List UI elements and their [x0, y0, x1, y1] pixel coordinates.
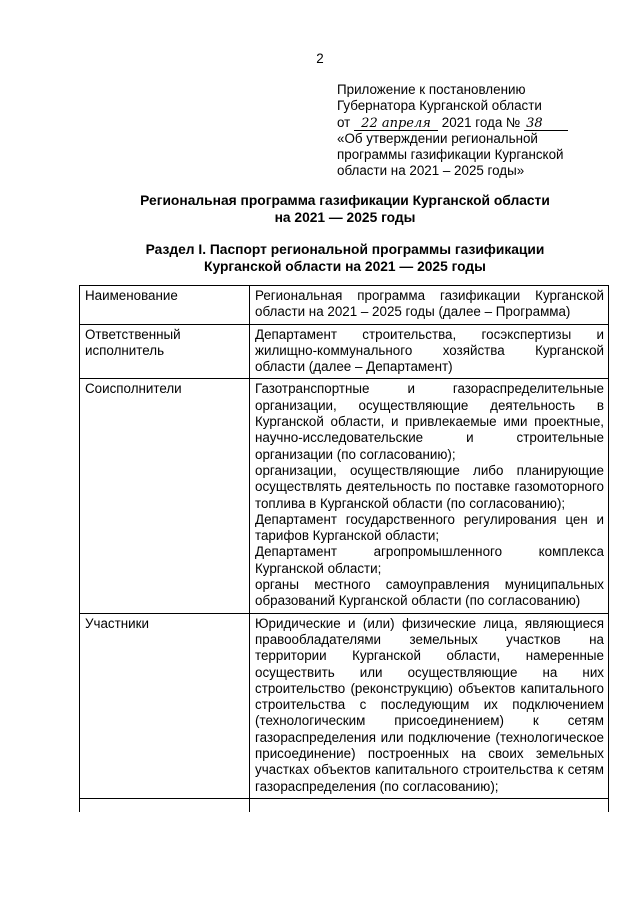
row-value	[250, 379, 609, 613]
continuation-cell	[250, 798, 609, 812]
row-paragraph: Региональная программа газификации Курганской области на 2021 – 2025 годы (далее – Программа)	[255, 288, 604, 320]
annex-from-prefix: от	[337, 114, 351, 130]
row-value	[250, 324, 609, 379]
annex-year-text: 2021 года №	[441, 114, 521, 130]
program-title-line: на 2021 — 2025 годы	[274, 209, 416, 225]
table-row	[80, 324, 609, 379]
annex-line: программы газификации Курганской	[337, 147, 564, 163]
row-paragraph: Департамент агропромышленного комплекса Курганской области;	[255, 544, 604, 576]
page-number: 2	[316, 51, 324, 66]
annex-header	[337, 82, 597, 180]
row-label: Соисполнители	[80, 379, 250, 613]
section-title	[0, 242, 640, 276]
table-continuation	[80, 798, 609, 812]
annex-line: Приложение к постановлению	[337, 82, 526, 97]
row-label: Наименование	[80, 286, 250, 325]
handwritten-number: 38	[524, 117, 568, 131]
row-label: Ответственный исполнитель	[80, 324, 250, 379]
row-paragraph: Газотранспортные и газораспределительные организации, осуществляющие деятельность в Курганской области, и привлекаемые ими проектные, научно-исследовательские и строительные организации (по согласованию);	[255, 381, 604, 462]
continuation-cell	[80, 798, 250, 812]
section-title-line: Курганской области на 2021 — 2025 годы	[204, 258, 486, 274]
annex-line: области на 2021 – 2025 годы»	[337, 163, 525, 179]
row-value	[250, 286, 609, 325]
program-title	[0, 193, 640, 227]
passport-table	[79, 285, 609, 812]
table-row	[80, 613, 609, 798]
table-row	[80, 379, 609, 613]
program-title-line: Региональная программа газификации Курганской области	[140, 193, 550, 208]
annex-line: Губернатора Курганской области	[337, 98, 542, 114]
row-paragraph: Департамент строительства, госэкспертизы и жилищно-коммунального хозяйства Курганской области (далее – Департамент)	[255, 326, 604, 375]
row-paragraph: органы местного самоуправления муниципальных образований Курганской области (по согласованию)	[255, 577, 604, 609]
row-value	[250, 613, 609, 798]
row-paragraph: организации, осуществляющие либо планирующие осуществлять деятельность по поставке газомоторного топлива в Курганской области (по согласованию);	[255, 462, 604, 511]
annex-date-line	[337, 115, 597, 131]
row-paragraph: Департамент государственного регулирования цен и тарифов Курганской области;	[255, 511, 604, 544]
row-label: Участники	[80, 613, 250, 798]
handwritten-date: 22 апреля	[354, 117, 438, 131]
table-row	[80, 286, 609, 325]
row-paragraph: Юридические и (или) физические лица, являющиеся правообладателями земельных участков на территории Курганской области, намеренные осуществить или осуществляющие на них строительство (реконструкцию) объектов капитального строительства с последующим их подключением (технологическим присоединением) к сетям газораспределения или подключение (технологическое присоединение) построенных на своих земельных участках объектов капитального строительства к сетям газораспределения (по согласованию);	[255, 615, 604, 794]
annex-line: «Об утверждении региональной	[337, 130, 538, 146]
section-title-line: Раздел I. Паспорт региональной программы газификации	[145, 242, 545, 257]
